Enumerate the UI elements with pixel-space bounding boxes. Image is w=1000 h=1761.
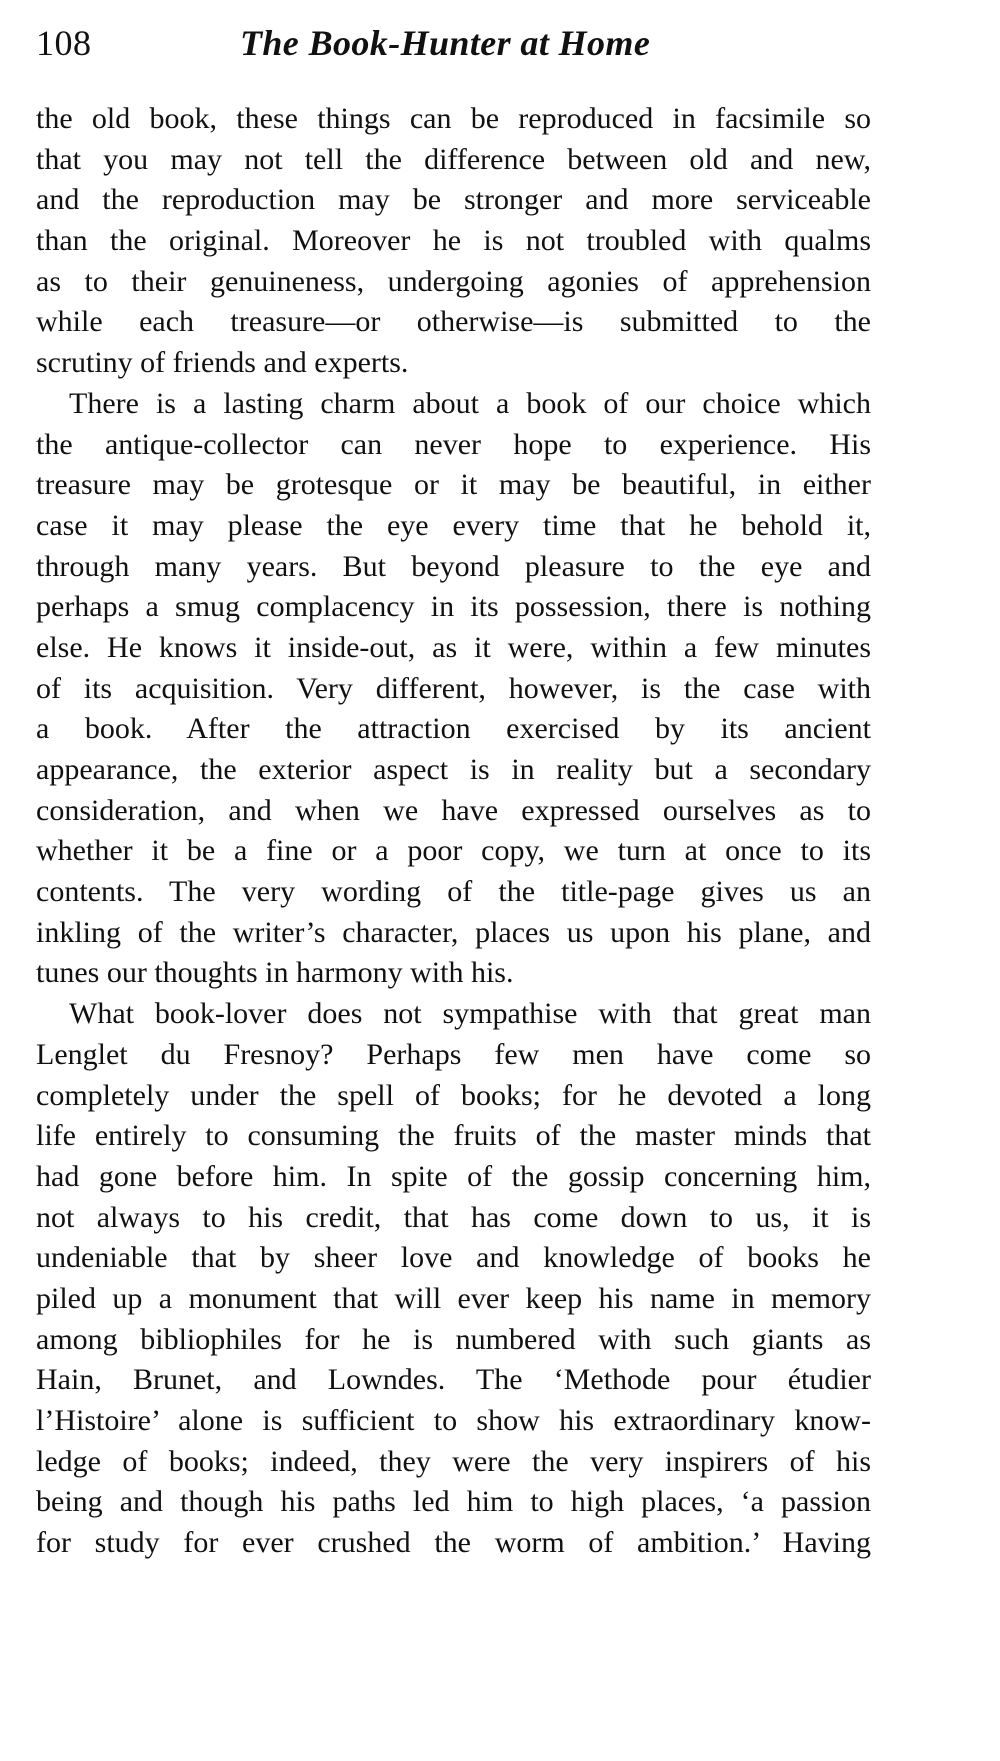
text-line: while each treasure—or otherwise—is submitted to the: [36, 305, 871, 339]
paragraph-first-line: There is a lasting charm about a book of our choice which: [69, 386, 871, 420]
text-line: consideration, and when we have expressed ourselves as to: [36, 793, 871, 827]
text-line: that you may not tell the difference between old and new,: [36, 142, 871, 176]
text-line: of its acquisition. Very different, however, is the case with: [36, 671, 871, 705]
text-line: than the original. Moreover he is not troubled with qualms: [36, 224, 871, 258]
running-title: The Book-Hunter at Home: [240, 23, 651, 63]
text-line: scrutiny of friends and experts.: [36, 346, 409, 380]
text-line: had gone before him. In spite of the gossip concerning him,: [36, 1159, 871, 1193]
text-line: the antique-collector can never hope to experience. His: [36, 427, 871, 461]
text-line: treasure may be grotesque or it may be beautiful, in either: [36, 468, 871, 502]
text-line: as to their genuineness, undergoing agonies of apprehension: [36, 264, 871, 298]
text-line: contents. The very wording of the title-page gives us an: [36, 875, 871, 909]
text-line: a book. After the attraction exercised by its ancient: [36, 712, 871, 746]
text-line: completely under the spell of books; for he devoted a long: [36, 1078, 871, 1112]
text-line: Lenglet du Fresnoy? Perhaps few men have come so: [36, 1037, 871, 1071]
text-line: inkling of the writer’s character, places us upon his plane, and: [36, 915, 871, 949]
text-line: case it may please the eye every time that he behold it,: [36, 508, 871, 542]
text-line: for study for ever crushed the worm of ambition.’ Having: [36, 1526, 871, 1560]
text-line: the old book, these things can be reproduced in facsimile so: [36, 102, 871, 135]
body-text: [36, 99, 871, 1564]
text-line: not always to his credit, that has come down to us, it is: [36, 1200, 871, 1234]
text-line: appearance, the exterior aspect is in reality but a secondary: [36, 753, 871, 786]
text-line: l’Histoire’ alone is sufficient to show his extraordinary know-: [36, 1404, 871, 1437]
text-line: whether it be a fine or a poor copy, we turn at once to its: [36, 834, 871, 868]
text-line: perhaps a smug complacency in its possession, there is nothing: [36, 590, 871, 624]
text-line: being and though his paths led him to high places, ‘a passion: [36, 1485, 871, 1519]
paragraph-first-line: What book-lover does not sympathise with that great man: [69, 997, 871, 1031]
text-line: undeniable that by sheer love and knowledge of books he: [36, 1241, 871, 1275]
text-line: tunes our thoughts in harmony with his.: [36, 956, 514, 990]
text-line: Hain, Brunet, and Lowndes. The ‘Methode pour étudier: [36, 1363, 871, 1397]
text-line: and the reproduction may be stronger and more serviceable: [36, 183, 871, 217]
text-line: through many years. But beyond pleasure to the eye and: [36, 549, 871, 583]
running-head: [36, 18, 871, 68]
text-line: life entirely to consuming the fruits of the master minds that: [36, 1119, 871, 1153]
text-line: piled up a monument that will ever keep his name in memory: [36, 1281, 871, 1315]
text-line: ledge of books; indeed, they were the very inspirers of his: [36, 1444, 871, 1478]
text-line: among bibliophiles for he is numbered with such giants as: [36, 1322, 871, 1356]
text-line: else. He knows it inside-out, as it were, within a few minutes: [36, 630, 871, 664]
page-number: 108: [36, 23, 92, 63]
